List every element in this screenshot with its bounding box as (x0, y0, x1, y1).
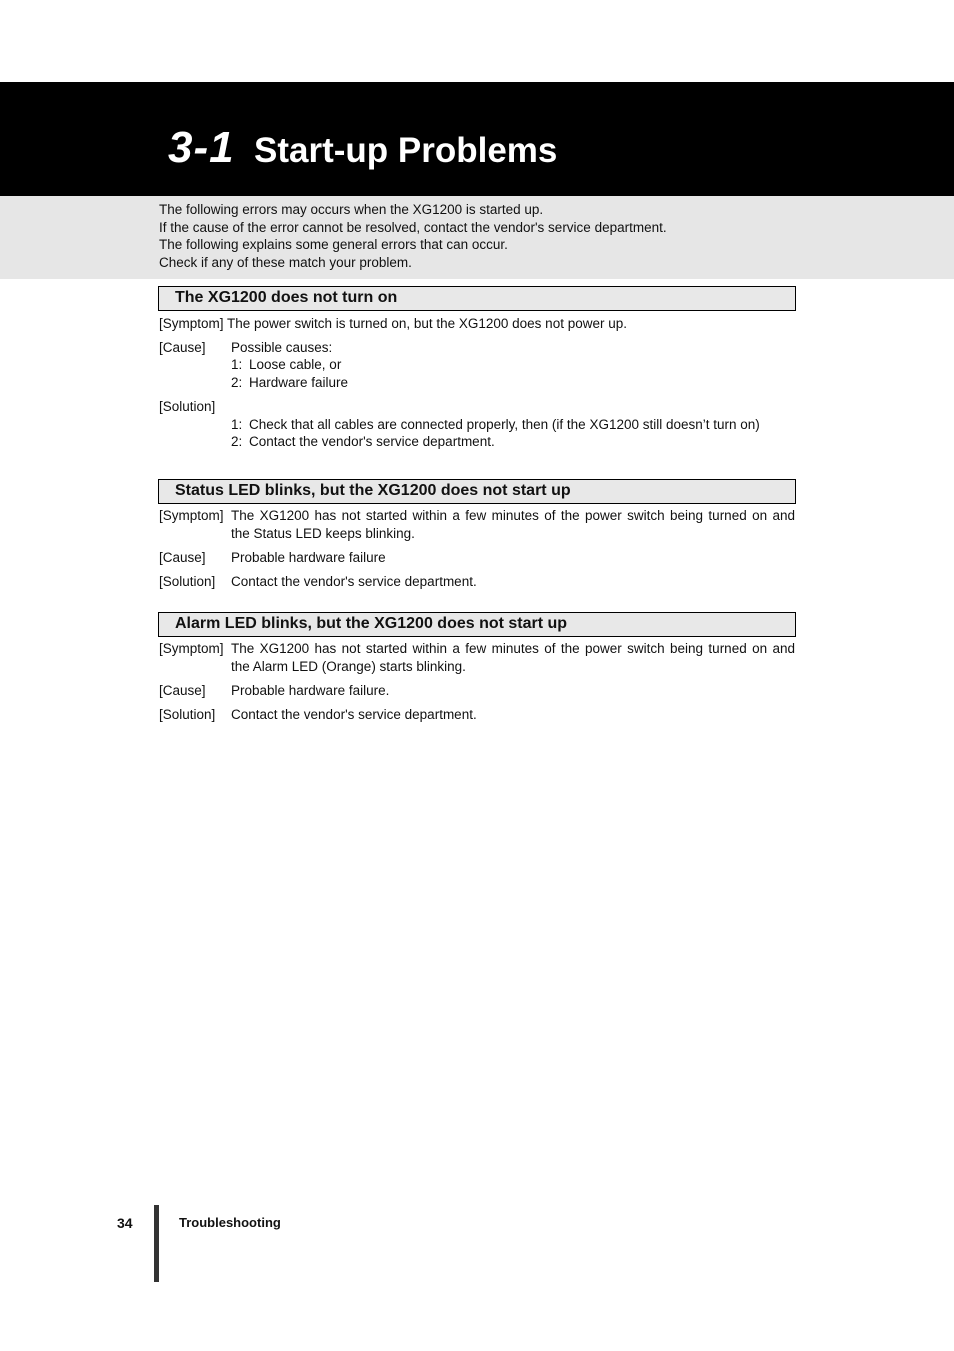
intro-line: The following explains some general errors that can occur. (159, 237, 508, 252)
symptom-text: The XG1200 has not started within a few minutes of the power switch being turned on and (231, 641, 795, 656)
solution-text: Contact the vendor's service department. (231, 707, 477, 722)
symptom-text: The power switch is turned on, but the XG1200 does not power up. (227, 316, 627, 331)
symptom-text: the Status LED keeps blinking. (231, 526, 415, 541)
section-heading-text: The XG1200 does not turn on (175, 289, 398, 306)
cause-label: [Cause] (159, 340, 206, 355)
intro-line: If the cause of the error cannot be resolved, contact the vendor's service department. (159, 220, 667, 235)
section-heading (158, 286, 796, 311)
cause-intro: Possible causes: (231, 340, 333, 355)
cause-text: Probable hardware failure (231, 550, 386, 565)
solution-item: Check that all cables are connected properly, then (if the XG1200 still doesn’t turn on) (249, 417, 760, 432)
cause-item: Loose cable, or (249, 357, 342, 372)
footer-section-title: Troubleshooting (179, 1215, 281, 1230)
cause-text: Probable hardware failure. (231, 683, 390, 698)
page-number: 34 (117, 1215, 133, 1231)
section-heading (158, 479, 796, 504)
cause-number: 1: (231, 357, 243, 372)
solution-text: Contact the vendor's service department. (231, 574, 477, 589)
symptom-label: [Symptom] (159, 316, 224, 331)
chapter-title: Start-up Problems (254, 131, 558, 170)
section-heading (158, 612, 796, 637)
cause-item: Hardware failure (249, 375, 349, 390)
solution-number: 2: (231, 434, 243, 449)
section-heading-text: Alarm LED blinks, but the XG1200 does not start up (175, 615, 568, 632)
solution-label: [Solution] (159, 707, 216, 722)
section-heading-text: Status LED blinks, but the XG1200 does not start up (175, 482, 571, 499)
solution-item: Contact the vendor's service department. (249, 434, 495, 449)
intro-line: Check if any of these match your problem. (159, 255, 412, 270)
cause-label: [Cause] (159, 683, 206, 698)
chapter-number: 3-1 (168, 123, 235, 172)
intro-line: The following errors may occurs when the XG1200 is started up. (159, 202, 544, 217)
symptom-label: [Symptom] (159, 508, 224, 523)
footer-rule (154, 1205, 159, 1282)
solution-label: [Solution] (159, 574, 216, 589)
cause-number: 2: (231, 375, 243, 390)
cause-label: [Cause] (159, 550, 206, 565)
symptom-text: the Alarm LED (Orange) starts blinking. (231, 659, 466, 674)
solution-label: [Solution] (159, 399, 216, 414)
symptom-text: The XG1200 has not started within a few minutes of the power switch being turned on and (231, 508, 795, 523)
symptom-label: [Symptom] (159, 641, 224, 656)
solution-number: 1: (231, 417, 243, 432)
